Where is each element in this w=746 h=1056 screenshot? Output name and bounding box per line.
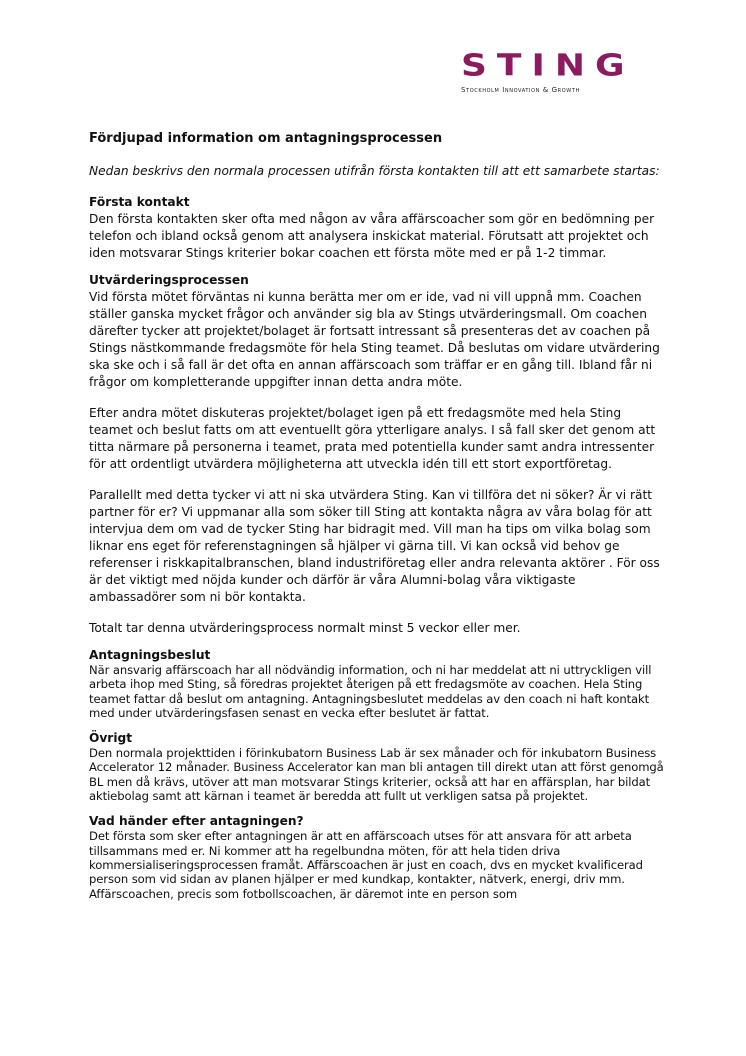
paragraph: Totalt tar denna utvärderingsprocess normalt minst 5 veckor eller mer. [89, 621, 521, 635]
paragraph: Den normala projekttiden i förinkubatorn Business Lab är sex månader och för inkubatorn Business Accelerator 12 månader. Business Accelerator kan man bli antagen till direkt utan att först genomgå BL men då krävs, utöver att man motsvarar Stings kriterier, också att har en affärsplan, har bildat aktiebolag samt att kärnan i teamet är beredda att fullt ut verkligen satsa på projektet. [89, 746, 664, 804]
paragraph: Den första kontakten sker ofta med någon av våra affärscoacher som gör en bedömning per telefon och ibland också genom att analysera inskickat material. Förutsatt att projektet och iden motsvarar Stings kriterier bokar coachen ett första möte med er på 1-2 timmar. [89, 212, 655, 260]
document-title: Fördjupad information om antagningsprocessen [89, 131, 443, 146]
paragraph: Efter andra mötet diskuteras projektet/bolaget igen på ett fredagsmöte med hela Sting teamet och beslut fatts om att eventuellt göra ytterligare analys. I så fall sker det genom att titta närmare på personerna i teamet, prata med potentiella kunder samt andra intressenter för att ordentligt utvärdera möjligheterna att utveckla idén till ett stort exportföretag. [89, 406, 656, 471]
paragraph: Parallellt med detta tycker vi att ni ska utvärdera Sting. Kan vi tillföra det ni söker? Är vi rätt partner för er? Vi uppmanar alla som söker till Sting att kontakta några av våra bolag för att intervjua dem om vad de tycker Sting har bidragit med. Vill man ha tips om vilka bolag som liknar ens eget för referenstagningen så hjälper vi gärna till. Vi kan också vid behov ge referenser i riskkapitalbranschen, bland industriföretag eller andra relevanta aktörer . För oss är det viktigt med nöjda kunder och därför är våra Alumni-bolag våra viktigaste ambassadörer som ni bör kontakta. [89, 488, 660, 604]
section-heading: Vad händer efter antagningen? [89, 814, 304, 829]
sting-logo [461, 48, 651, 94]
paragraph: Det första som sker efter antagningen är att en affärscoach utses för att ansvara för att arbeta tillsammans med er. Ni kommer att ha regelbundna möten, för att hela tiden driva kommersialiseringsprocessen framåt. Affärscoachen är just en coach, dvs en mycket kvalificerad person som vid sidan av planen hjälper er med kundkap, kontakter, nätverk, energi, driv mm. Affärscoachen, precis som fotbollscoachen, är däremot inte en person som [89, 829, 643, 901]
logo-tagline: Stockholm Innovation & Growth [461, 86, 580, 94]
section-antagningsbeslut [89, 647, 664, 720]
paragraph: Vid första mötet förväntas ni kunna berätta mer om er ide, vad ni vill uppnå mm. Coachen ställer ganska mycket frågor och använder sig bla av Stings utvärderingsmall. Om coachen därefter tycker att projektet/bolaget är fortsatt intressant så presenteras det av coachen på Stings nästkommande fredagsmöte för hela Sting teamet. Då beslutas om vidare utvärdering ska ske och i så fall är det ofta en annan affärscoach som träffar er en gång till. Ibland får ni frågor om kompletterande uppgifter innan detta andra möte. [89, 290, 660, 389]
document-body [89, 131, 664, 911]
logo-wordmark: STING [461, 48, 635, 84]
section-heading: Antagningsbeslut [89, 648, 211, 662]
section-utvarderingsprocessen [89, 272, 664, 637]
section-heading: Första kontakt [89, 195, 190, 209]
section-forsta-kontakt [89, 194, 664, 262]
intro-text: Nedan beskrivs den normala processen utifrån första kontakten till att ett samarbete startas: [89, 164, 660, 178]
section-heading: Övrigt [89, 731, 133, 746]
paragraph: När ansvarig affärscoach har all nödvändig information, och ni har meddelat att ni uttryckligen vill arbeta ihop med Sting, så föredras projektet återigen på ett fredagsmöte av coachen. Hela Sting teamet fattar då beslut om antagning. Antagningsbeslutet meddelas av den coach ni haft kontakt med under utvärderingsfasen senast en vecka efter beslutet är fattat. [89, 663, 652, 720]
section-ovrigt [89, 730, 664, 803]
section-efter-antagningen [89, 813, 664, 900]
section-heading: Utvärderingsprocessen [89, 273, 249, 287]
